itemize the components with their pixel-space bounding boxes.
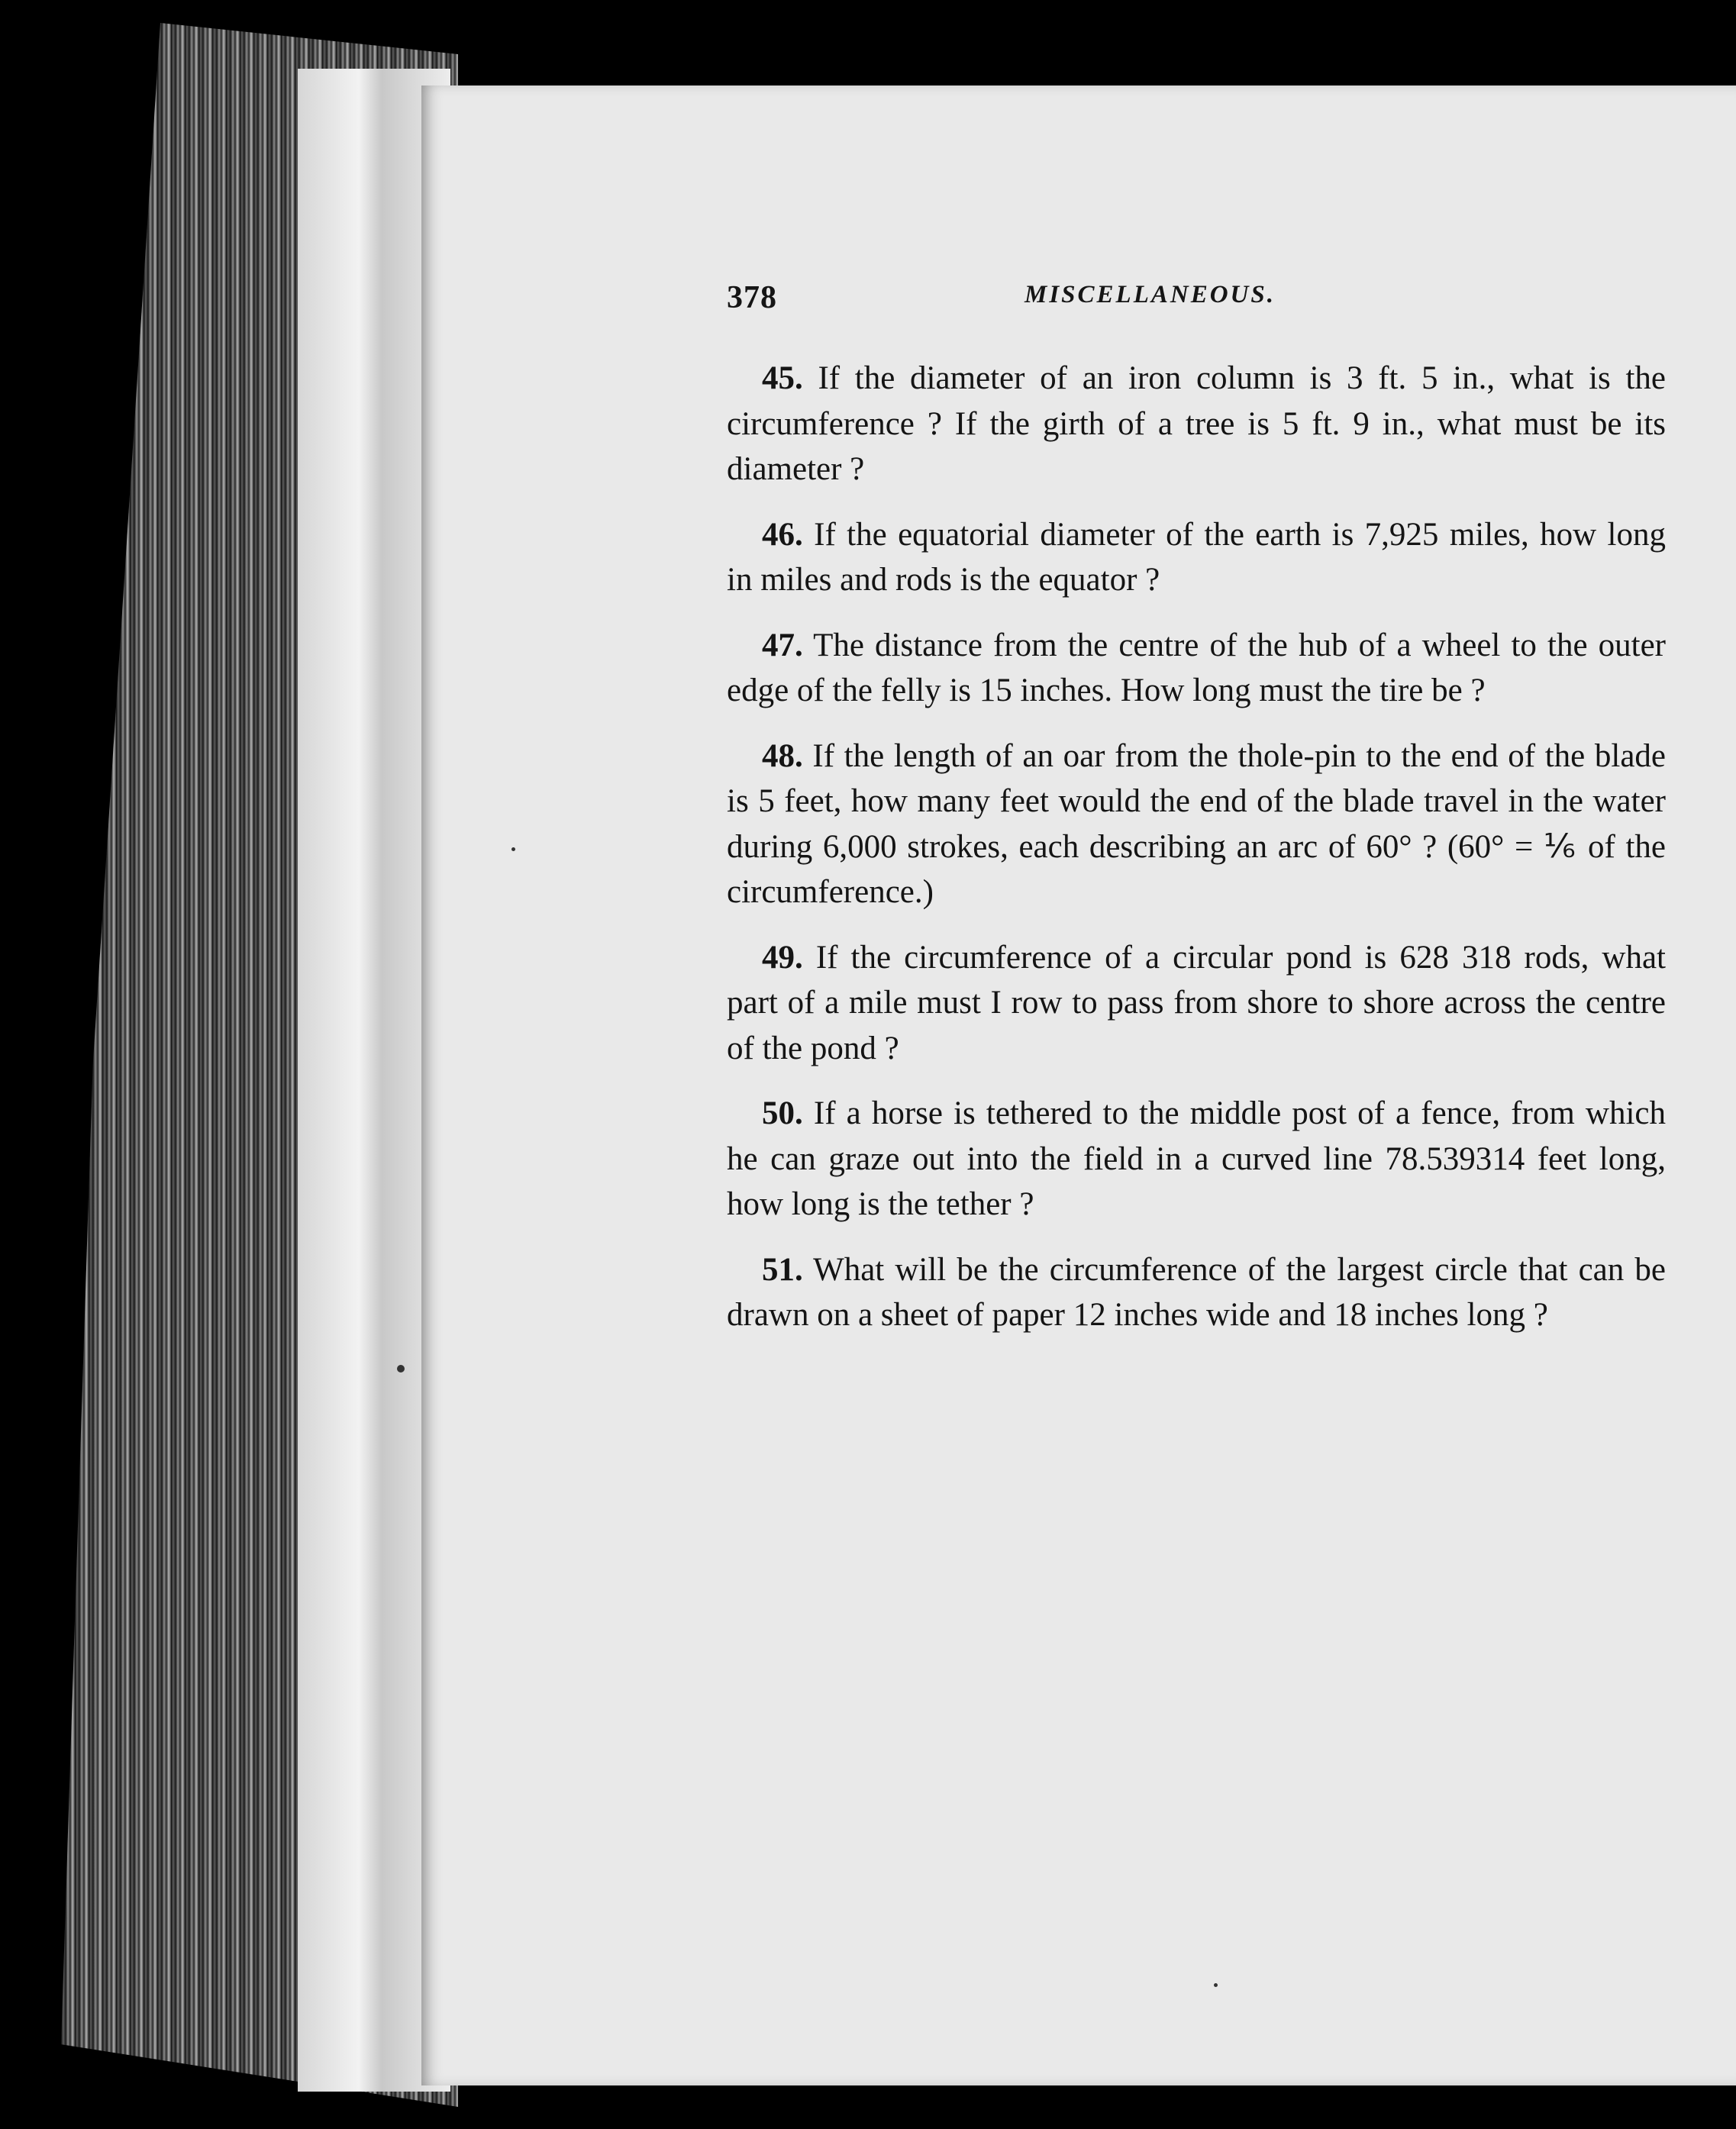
problem-number: 48.: [762, 737, 803, 774]
problem-47: [727, 623, 1666, 714]
running-head: [727, 279, 1666, 325]
page-number: 378: [727, 280, 777, 315]
problem-number: 49.: [762, 939, 803, 976]
problem-text: If the length of an oar from the thole-pin to the end of the blade is 5 feet, how many feet would the end of the blade travel in the water during 6,000 strokes, each describing an arc of 60° ? (60° = ⅙ of the circumference.): [727, 737, 1667, 910]
problem-46: [727, 512, 1666, 603]
problem-number: 46.: [762, 516, 803, 553]
problem-number: 45.: [762, 360, 803, 396]
problem-list: [727, 356, 1666, 1358]
problem-text: If the equatorial diameter of the earth is 7,925 miles, how long in miles and rods is the equator ?: [727, 516, 1666, 598]
problem-48: [727, 734, 1666, 915]
scan-speck: [511, 847, 515, 851]
problem-45: [727, 356, 1666, 492]
problem-number: 51.: [762, 1251, 803, 1288]
problem-number: 47.: [762, 627, 803, 663]
problem-text: If the circumference of a circular pond is 628 318 rods, what part of a mile must I row to pass from shore to shore across the centre of the pond ?: [727, 939, 1666, 1066]
problem-text: If a horse is tethered to the middle post of a fence, from which he can graze out into the field in a curved line 78.539314 feet long, how long is the tether ?: [727, 1095, 1666, 1222]
scan-speck: [1214, 1983, 1218, 1987]
page-title: MISCELLANEOUS.: [1024, 281, 1276, 308]
problem-text: What will be the circumference of the largest circle that can be drawn on a sheet of paper 12 inches wide and 18 inches long ?: [727, 1251, 1666, 1333]
scan-speck: [397, 1365, 405, 1373]
problem-text: The distance from the centre of the hub of a wheel to the outer edge of the felly is 15 inches. How long must the tire be ?: [727, 627, 1666, 708]
problem-50: [727, 1091, 1666, 1227]
problem-51: [727, 1247, 1666, 1338]
problem-49: [727, 935, 1666, 1072]
problem-text: If the diameter of an iron column is 3 ft. 5 in., what is the circumference ? If the girth of a tree is 5 ft. 9 in., what must be its diameter ?: [727, 360, 1667, 487]
problem-number: 50.: [762, 1095, 803, 1131]
